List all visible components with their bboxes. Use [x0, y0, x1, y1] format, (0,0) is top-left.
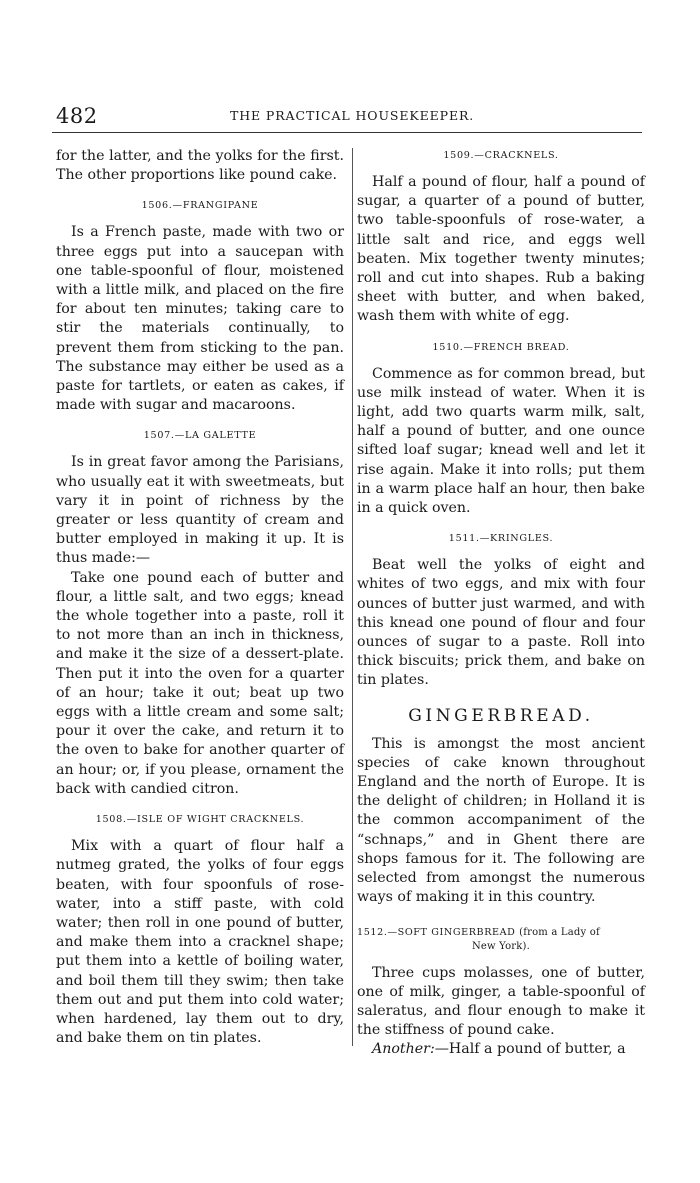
recipe-heading-isle-of-wight-cracknels: 1508.—ISLE OF WIGHT CRACKNELS. — [95, 814, 305, 826]
section-intro-gingerbread: This is amongst the most ancient species of cake known throughout England and the north of Europe. It is the delight of children; in Holland it is the common accompaniment of the “schnaps,” and in Ghent there are shops famous for it. The following are selected from amongst the numerous ways of making it in this country. — [357, 735, 645, 906]
recipe-heading-frangipane: 1506.—FRANGIPANE — [141, 200, 259, 212]
recipe-heading-soft-gingerbread — [357, 926, 645, 954]
intro-paragraph: for the latter, and the yolks for the first. The other proportions like pound cake. — [56, 148, 344, 184]
recipe-heading-cracknels: 1509.—CRACKNELS. — [443, 150, 559, 161]
recipe-heading-french-bread: 1510.—FRENCH BREAD. — [432, 341, 570, 353]
page-number: 482 — [56, 104, 98, 128]
recipe-heading-soft-gingerbread-source-cont: New York). — [471, 940, 531, 952]
recipe-heading-soft-gingerbread-title: 1512.—SOFT GINGERBREAD — [357, 926, 516, 938]
recipe-heading-soft-gingerbread-source: (from a Lady of — [519, 926, 600, 938]
column-divider — [352, 148, 353, 1046]
recipe-text-la-galette-method: Take one pound each of butter and flour, a little salt, and two eggs; knead the whole together into a paste, roll it to not more than an inch in thickness, and make it the size of a dessert-plate. Then put it into the oven for a quarter of an hour; take it out; beat up two eggs with a little cream and some salt; pour it over the cake, and return it to the oven to bake for another quarter of an hour; or, if you please, ornament the back with candied citron. — [56, 569, 344, 797]
section-heading-gingerbread: GINGERBREAD. — [408, 705, 594, 726]
page-header — [56, 104, 642, 134]
recipe-text-cracknels: Half a pound of flour, half a pound of sugar, a quarter of a pound of butter, two table-spoonfuls of rose-water, a little salt and rice, and eggs well beaten. Mix together twenty minutes; roll and cut into shapes. Rub a baking sheet with butter, and when baked, wash them with white of egg. — [357, 174, 645, 325]
recipe-text-isle-of-wight-cracknels: Mix with a quart of flour half a nutmeg grated, the yolks of four eggs beaten, with four spoonfuls of rose-water, into a stiff paste, with cold water; then roll in one pound of butter, and make them into a cracknel shape; put them into a kettle of boiling water, and boil them till they swim; then take them out and put them into cold water; when hardened, lay them out to dry, and bake them on tin plates. — [56, 838, 344, 1047]
right-column — [357, 147, 645, 1060]
left-column — [56, 147, 344, 1048]
header-rule — [52, 132, 642, 133]
recipe-text-kringles: Beat well the yolks of eight and whites of two eggs, and mix with four ounces of butter just warmed, and with this knead one pound of flour and four ounces of sugar to a paste. Roll into thick biscuits; prick them, and bake on tin plates. — [357, 557, 645, 689]
recipe-heading-la-galette: 1507.—LA GALETTE — [143, 430, 257, 442]
recipe-text-french-bread: Commence as for common bread, but use milk instead of water. When it is light, add two quarts warm milk, salt, half a pound of butter, and one ounce sifted loaf sugar; knead well and let it rise again. Make it into rolls; put them in a warm place half an hour, then bake in a quick oven. — [357, 365, 645, 517]
another-label: Another: — [372, 1041, 435, 1058]
recipe-text-frangipane: Is a French paste, made with two or three eggs put into a saucepan with one table-spoonful of flour, moistened with a little milk, and placed on the fire for about ten minutes; taking care to stir the materials continually, to prevent them from sticking to the pan. The substance may either be used as a paste for tartlets, or eaten as cakes, if made with sugar and macaroons. — [56, 224, 344, 414]
recipe-text-another — [357, 1040, 645, 1059]
another-text: —Half a pound of butter, a — [434, 1041, 626, 1058]
recipe-text-soft-gingerbread: Three cups molasses, one of butter, one of milk, ginger, a table-spoonful of saleratus, and flour enough to make it the stiffness of pound cake. — [357, 964, 645, 1039]
running-title: THE PRACTICAL HOUSEKEEPER. — [230, 108, 475, 123]
recipe-heading-kringles: 1511.—KRINGLES. — [448, 533, 554, 545]
recipe-text-la-galette-intro: Is in great favor among the Parisians, who usually eat it with sweetmeats, but vary it in point of richness by the greater or less quantity of cream and butter employed in making it up. It is thus made:— — [56, 454, 344, 567]
